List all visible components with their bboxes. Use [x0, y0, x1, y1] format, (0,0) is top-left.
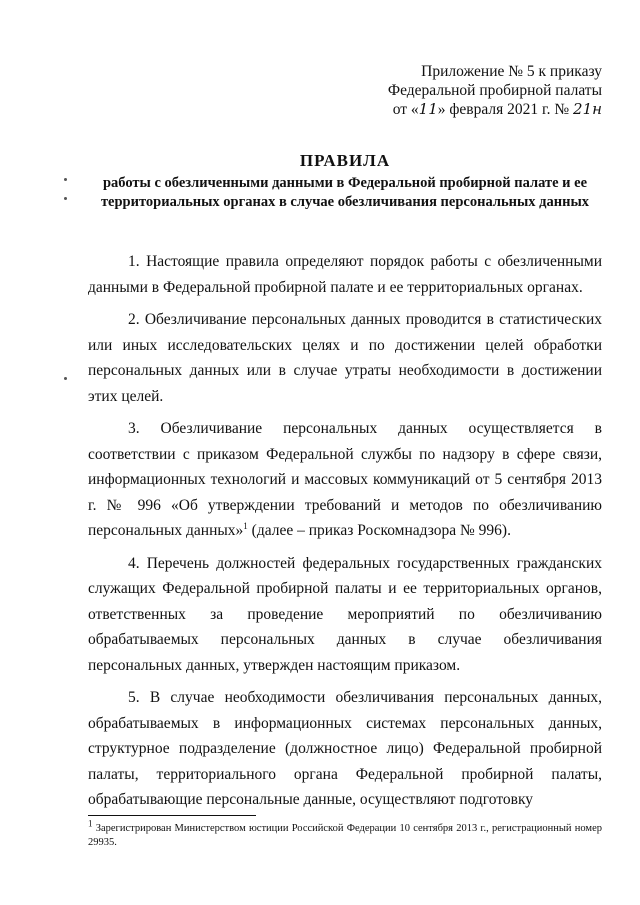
paragraph-4: 4. Перечень должностей федеральных государственных гражданских служащих Федеральной пробирной палаты и ее территориальных органов, ответственных за проведение мероприятий по обезличиванию обрабатываемых персональных данных в случае обезличивания персональных данных, утвержден настоящим приказом.: [88, 554, 602, 674]
paragraph-1: 1. Настоящие правила определяют порядок работы с обезличенными данными в Федеральной пробирной палате и ее территориальных органах.: [88, 253, 602, 296]
appendix-number-handwritten: 21н: [573, 100, 602, 118]
paragraph-3-tail: (далее – приказ Роскомнадзора № 996).: [251, 522, 511, 539]
appendix-header: [342, 62, 602, 119]
footnote-divider: [88, 815, 256, 816]
margin-mark: [64, 178, 67, 181]
appendix-line-3: [342, 100, 602, 119]
appendix-date-prefix: от «: [392, 101, 419, 118]
margin-mark: [64, 377, 67, 380]
footnote-text: Зарегистрирован Министерством юстиции Российской Федерации 10 сентября 2013 г., регистрационный номер 29935.: [88, 823, 602, 848]
paragraph-3-text: 3. Обезличивание персональных данных осуществляется в соответствии с приказом Федеральной службы по надзору в сфере связи, информационных технологий и массовых коммуникаций от 5 сентября 2013 г. № 996 «Об утверждении требований и методов по обезличиванию персональных данных»: [88, 420, 602, 539]
margin-mark: [64, 197, 67, 200]
appendix-line-2: Федеральной пробирной палаты: [387, 82, 602, 99]
title-subtitle: работы с обезличенными данными в Федеральной пробирной палате и ее территориальных органах в случае обезличивания персональных данных: [100, 175, 590, 210]
appendix-month-year: » февраля 2021 г. №: [437, 101, 570, 118]
document-body: [88, 249, 602, 820]
footnote: [88, 818, 602, 850]
footnote-marker: 1: [88, 818, 93, 829]
appendix-line-1: Приложение № 5 к приказу: [421, 63, 602, 80]
paragraph-5: 5. В случае необходимости обезличивания персональных данных, обрабатываемых в информационных системах персональных данных, структурное подразделение (должностное лицо) Федеральной пробирной палаты, территориального органа Федеральной пробирной палаты, обрабатывающие персональные данные, осуществляют подготовку: [88, 689, 602, 808]
appendix-day-handwritten: 11: [418, 100, 438, 118]
footnote-ref: 1: [243, 520, 248, 531]
paragraph-2: 2. Обезличивание персональных данных проводится в статистических или иных исследовательских целях и по достижении целей обработки персональных данных или в случае утраты необходимости в достижении этих целей.: [88, 311, 602, 405]
document-title: [90, 150, 600, 212]
title-main: ПРАВИЛА: [299, 151, 391, 170]
paragraph-3: [88, 416, 602, 544]
